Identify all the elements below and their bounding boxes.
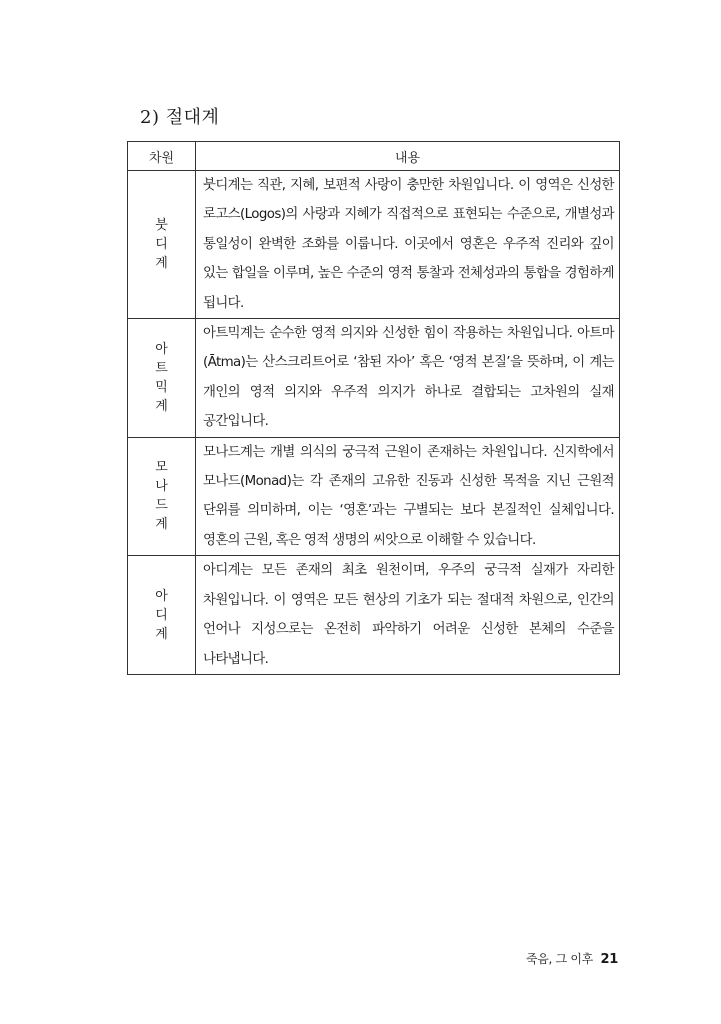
header-dimension: 차원 [128, 142, 196, 171]
dimension-description: 붓디계는 직관, 지혜, 보편적 사랑이 충만한 차원입니다. 이 영역은 신성한 로고스(Logos)의 사랑과 지혜가 직접적으로 표현되는 수준으로, 개별성과 통일성이 완벽한 조화를 이룹니다. 이곳에서 영혼은 우주적 진리와 깊이 있는 합일을 이루며, 높은 수준의 영적 통찰과 전체성과의 통합을 경험하게 됩니다. [196, 171, 620, 319]
dimension-name-cell [128, 556, 196, 675]
table-row [128, 556, 620, 675]
page-footer [526, 950, 618, 967]
dimension-name-char: 계 [155, 398, 168, 414]
dimension-description: 아트믹계는 순수한 영적 의지와 신성한 힘이 작용하는 차원입니다. 아트마(Ātma)는 산스크리트어로 ‘참된 자아’ 혹은 ‘영적 본질’을 뜻하며, 이 계는 개인의 영적 의지와 우주적 의지가 하나로 결합되는 고차원의 실재 공간입니다. [196, 319, 620, 438]
dimension-name-cell [128, 437, 196, 556]
table-row [128, 319, 620, 438]
table-header-row [128, 142, 620, 171]
book-title: 죽음, 그 이후 [525, 952, 593, 966]
dimension-name-cell [128, 171, 196, 319]
dimension-name-char: 디 [155, 607, 168, 623]
dimension-name-char: 모 [155, 460, 168, 476]
dimension-description: 모나드계는 개별 의식의 궁극적 근원이 존재하는 차원입니다. 신지학에서 모나드(Monad)는 각 존재의 고유한 진동과 신성한 목적을 지닌 근원적 단위를 의미하며, 이는 ‘영혼’과는 구별되는 보다 본질적인 실체입니다. 영혼의 근원, 혹은 영적 생명의 씨앗으로 이해할 수 있습니다. [196, 437, 620, 556]
dimension-name-char: 계 [155, 517, 168, 533]
header-content: 내용 [196, 142, 620, 171]
page-number: 21 [600, 952, 618, 967]
dimension-name-char: 아 [155, 588, 168, 604]
table-row [128, 171, 620, 319]
dimension-name-char: 나 [155, 479, 168, 495]
dimension-name-cell [128, 319, 196, 438]
dimension-name-char: 드 [155, 498, 168, 514]
dimension-name-char: 아 [155, 341, 168, 357]
dimension-name-char: 디 [155, 237, 168, 253]
dimension-name-char: 계 [155, 256, 168, 272]
dimension-name-char: 계 [155, 626, 168, 642]
dimension-name-char: 믹 [155, 379, 168, 395]
section-heading: 2) 절대계 [140, 107, 220, 128]
dimension-name-char: 붓 [155, 218, 168, 234]
dimension-description: 아디계는 모든 존재의 최초 원천이며, 우주의 궁극적 실재가 자리한 차원입니다. 이 영역은 모든 현상의 기초가 되는 절대적 차원으로, 인간의 언어나 지성으로는 온전히 파악하기 어려운 신성한 본체의 수준을 나타냅니다. [196, 556, 620, 675]
dimensions-table [127, 141, 620, 675]
table-row [128, 437, 620, 556]
dimension-name-char: 트 [155, 360, 168, 376]
